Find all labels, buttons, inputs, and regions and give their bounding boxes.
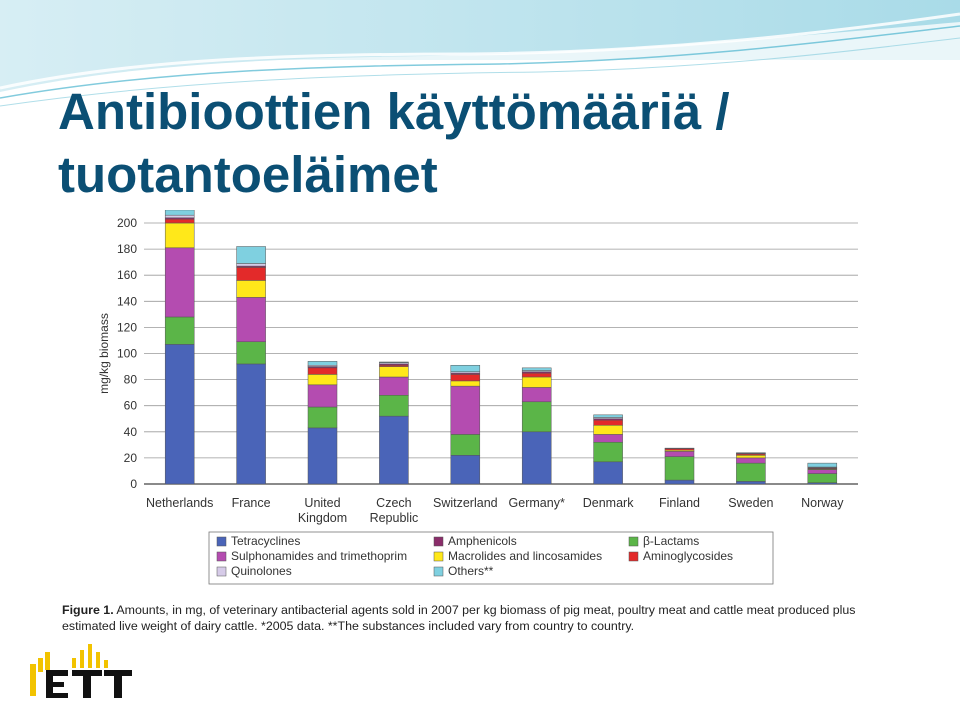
bar-segment xyxy=(594,434,623,442)
bar-segment xyxy=(165,223,194,248)
bar-segment xyxy=(808,474,837,483)
y-tick-label: 120 xyxy=(116,320,137,335)
bar-segment xyxy=(237,297,266,341)
bar-segment xyxy=(451,381,480,386)
bar-segment xyxy=(165,317,194,344)
figure-caption xyxy=(62,602,912,634)
bar-segment xyxy=(594,462,623,484)
bar-segment xyxy=(379,362,408,363)
bar-segment xyxy=(379,395,408,416)
figure-caption-text: Amounts, in mg, of veterinary antibacterial agents sold in 2007 per kg biomass of pig meat, poultry meat and cattle meat produced plus estimated live weight of dairy cattle. *2005 data. **The substances included vary from country to country. xyxy=(62,603,856,633)
legend-swatch xyxy=(217,567,226,576)
x-tick-label: Czech xyxy=(376,496,412,510)
legend-swatch xyxy=(434,552,443,561)
bar-segment xyxy=(308,428,337,484)
bar-segment xyxy=(522,432,551,484)
bar-segment xyxy=(594,425,623,434)
bar-segment xyxy=(808,463,837,467)
stacked-bar-chart xyxy=(48,210,914,600)
bar-segment xyxy=(451,386,480,434)
bar-segment xyxy=(665,480,694,484)
bar-segment xyxy=(808,470,837,474)
bar-segment xyxy=(165,248,194,317)
x-tick-label: Germany* xyxy=(508,496,565,510)
legend-swatch xyxy=(629,537,638,546)
x-tick-label: Denmark xyxy=(582,496,634,510)
bar-segment xyxy=(308,361,337,365)
bar-segment xyxy=(308,374,337,384)
bar-segment xyxy=(736,458,765,463)
bar-segment xyxy=(165,215,194,218)
legend-label: Tetracyclines xyxy=(231,534,301,548)
bar-segment xyxy=(736,481,765,484)
bar-segment xyxy=(451,374,480,381)
y-tick-label: 200 xyxy=(116,216,137,230)
x-tick-label: Republic xyxy=(369,511,419,525)
x-tick-label: France xyxy=(231,496,271,510)
bar-segment xyxy=(237,342,266,364)
y-tick-label: 80 xyxy=(123,372,137,387)
x-tick-label: Finland xyxy=(659,496,700,510)
bar-segment xyxy=(522,377,551,387)
legend-label: Amphenicols xyxy=(448,534,517,548)
y-tick-label: 60 xyxy=(123,398,137,413)
ett-logo xyxy=(28,640,138,706)
bar-segment xyxy=(522,373,551,377)
bar-segment xyxy=(594,442,623,462)
legend-label: Aminoglycosides xyxy=(643,549,734,563)
slide-title-line-1: Antibioottien käyttömääriä / xyxy=(58,83,730,140)
bar-segment xyxy=(237,364,266,484)
legend-label: Others** xyxy=(448,564,494,578)
bar-segment xyxy=(736,455,765,458)
bar-segment xyxy=(165,344,194,484)
bar-segment xyxy=(522,368,551,371)
bar-segment xyxy=(451,434,480,455)
bar-segment xyxy=(308,368,337,375)
bar-segment xyxy=(237,267,266,280)
y-tick-label: 40 xyxy=(123,424,137,439)
legend-label: Sulphonamides and trimethoprim xyxy=(231,549,408,563)
figure-panel xyxy=(48,210,914,640)
legend-swatch xyxy=(434,537,443,546)
bar-segment xyxy=(451,365,480,372)
bar-segment xyxy=(665,448,694,449)
bar-segment xyxy=(237,246,266,263)
bar-segment xyxy=(165,210,194,215)
y-tick-label: 160 xyxy=(116,268,137,283)
bar-segment xyxy=(736,463,765,481)
bar-segment xyxy=(308,385,337,407)
x-tick-label: Kingdom xyxy=(297,511,348,525)
bar-segment xyxy=(665,451,694,456)
x-tick-label: Norway xyxy=(801,496,844,510)
legend-swatch xyxy=(434,567,443,576)
legend-label: Macrolides and lincosamides xyxy=(448,549,603,563)
bar-segment xyxy=(522,402,551,432)
legend-label: Quinolones xyxy=(231,564,292,578)
bar-segment xyxy=(665,457,694,480)
bar-segment xyxy=(594,415,623,418)
bar-segment xyxy=(165,219,194,223)
y-axis-label: mg/kg biomass xyxy=(97,313,111,394)
x-tick-label: Netherlands xyxy=(145,496,214,510)
y-tick-label: 0 xyxy=(130,477,137,491)
legend-swatch xyxy=(217,552,226,561)
bar-segment xyxy=(308,407,337,428)
legend-label: β-Lactams xyxy=(643,534,700,548)
legend-swatch xyxy=(629,552,638,561)
bar-segment xyxy=(237,263,266,266)
x-tick-label: Switzerland xyxy=(432,496,498,510)
bar-segment xyxy=(379,377,408,395)
x-tick-label: Sweden xyxy=(728,496,774,510)
bar-segment xyxy=(379,367,408,377)
slide-title-line-2: tuotantoeläimet xyxy=(58,146,438,203)
bar-segment xyxy=(237,280,266,297)
bar-segment xyxy=(379,416,408,484)
bar-segment xyxy=(594,420,623,425)
bar-segment xyxy=(522,387,551,401)
figure-label: Figure 1. xyxy=(62,603,114,617)
y-tick-label: 20 xyxy=(123,450,137,465)
y-tick-label: 140 xyxy=(116,294,137,309)
logo-text-ett xyxy=(46,644,132,698)
legend-swatch xyxy=(217,537,226,546)
y-tick-label: 100 xyxy=(116,346,137,361)
slide-title xyxy=(58,80,730,206)
x-tick-label: United xyxy=(304,496,341,510)
bar-segment xyxy=(736,453,765,454)
y-tick-label: 180 xyxy=(116,242,137,257)
bar-segment xyxy=(451,455,480,484)
